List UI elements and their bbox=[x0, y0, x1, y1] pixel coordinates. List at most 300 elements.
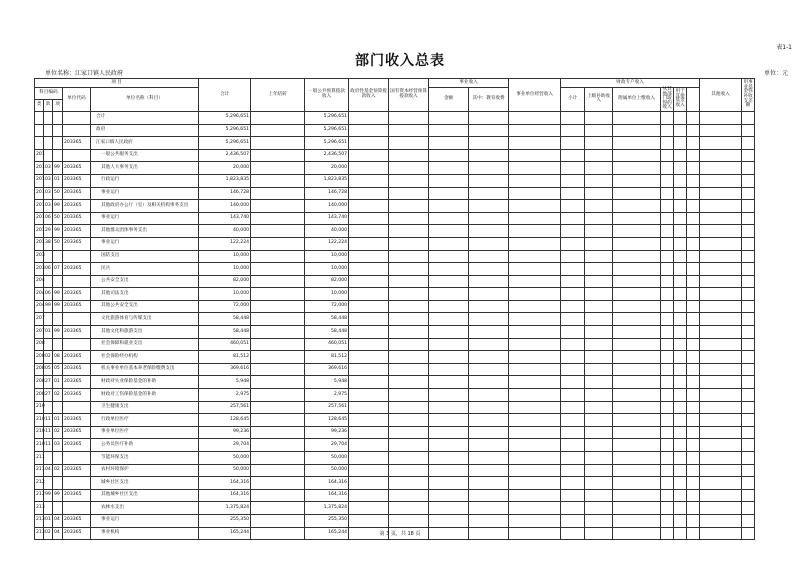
cell-empty bbox=[687, 237, 700, 250]
income-table bbox=[34, 78, 755, 540]
cell-prev-carry bbox=[251, 376, 305, 389]
cell-empty bbox=[389, 464, 429, 477]
cell-empty bbox=[700, 326, 742, 339]
cell-general-budget: 1,823,835 bbox=[305, 174, 349, 187]
cell-empty bbox=[429, 502, 469, 515]
cell-empty bbox=[509, 414, 561, 427]
table-row bbox=[35, 263, 755, 276]
cell-general-budget: 140,000 bbox=[305, 200, 349, 213]
cell-empty bbox=[349, 514, 389, 527]
cell-empty bbox=[687, 313, 700, 326]
cell-empty bbox=[661, 162, 674, 175]
cell-prev-carry bbox=[251, 225, 305, 238]
cell-lei: 201 bbox=[35, 174, 44, 187]
cell-empty bbox=[742, 288, 755, 301]
cell-xiang: 99 bbox=[53, 200, 63, 213]
cell-empty bbox=[389, 237, 429, 250]
cell-empty bbox=[742, 326, 755, 339]
cell-empty bbox=[687, 288, 700, 301]
cell-unit-code: 203365 bbox=[63, 212, 91, 225]
cell-empty bbox=[687, 275, 700, 288]
cell-empty bbox=[674, 111, 687, 124]
cell-general-budget: 2,436,507 bbox=[305, 149, 349, 162]
cell-empty bbox=[389, 111, 429, 124]
cell-empty bbox=[742, 426, 755, 439]
cell-empty bbox=[742, 363, 755, 376]
cell-kuan: 99 bbox=[44, 489, 53, 502]
cell-empty bbox=[661, 149, 674, 162]
cell-empty bbox=[687, 212, 700, 225]
cell-empty bbox=[585, 439, 613, 452]
cell-total: 58,448 bbox=[199, 313, 251, 326]
cell-empty bbox=[585, 111, 613, 124]
cell-empty bbox=[613, 389, 661, 402]
header-project: 项 目 bbox=[35, 79, 199, 88]
cell-empty bbox=[509, 200, 561, 213]
cell-empty bbox=[742, 313, 755, 326]
cell-empty bbox=[661, 187, 674, 200]
cell-empty bbox=[469, 414, 509, 427]
cell-xiang: 07 bbox=[53, 263, 63, 276]
cell-total: 369,616 bbox=[199, 363, 251, 376]
cell-total: 2,975 bbox=[199, 389, 251, 402]
cell-prev-carry bbox=[251, 137, 305, 150]
cell-empty bbox=[700, 514, 742, 527]
cell-empty bbox=[469, 376, 509, 389]
cell-empty bbox=[349, 162, 389, 175]
cell-total: 99,236 bbox=[199, 426, 251, 439]
cell-total: 29,704 bbox=[199, 439, 251, 452]
table-row bbox=[35, 212, 755, 225]
cell-empty bbox=[613, 439, 661, 452]
cell-empty bbox=[700, 313, 742, 326]
cell-lei: 201 bbox=[35, 212, 44, 225]
cell-kuan: 03 bbox=[44, 200, 53, 213]
cell-empty bbox=[613, 174, 661, 187]
cell-lei: 204 bbox=[35, 300, 44, 313]
cell-lei: 207 bbox=[35, 313, 44, 326]
cell-empty bbox=[429, 200, 469, 213]
cell-total: 82,000 bbox=[199, 275, 251, 288]
cell-empty bbox=[561, 263, 585, 276]
cell-empty bbox=[700, 124, 742, 137]
cell-empty bbox=[429, 225, 469, 238]
cell-empty bbox=[687, 452, 700, 465]
cell-xiang: 02 bbox=[53, 464, 63, 477]
table-row bbox=[35, 401, 755, 414]
cell-prev-carry bbox=[251, 200, 305, 213]
cell-empty bbox=[429, 250, 469, 263]
cell-empty bbox=[585, 187, 613, 200]
cell-empty bbox=[561, 313, 585, 326]
cell-unit-name: 社会保障和就业支出 bbox=[91, 338, 199, 351]
cell-empty bbox=[687, 200, 700, 213]
cell-prev-carry bbox=[251, 452, 305, 465]
cell-empty bbox=[674, 489, 687, 502]
cell-empty bbox=[613, 326, 661, 339]
cell-empty bbox=[349, 389, 389, 402]
table-row bbox=[35, 439, 755, 452]
cell-general-budget: 5,296,651 bbox=[305, 137, 349, 150]
cell-empty bbox=[700, 502, 742, 515]
cell-empty bbox=[742, 464, 755, 477]
cell-unit-code bbox=[63, 250, 91, 263]
cell-empty bbox=[389, 149, 429, 162]
cell-lei: 212 bbox=[35, 489, 44, 502]
cell-unit-name: 其他群众团体事务支出 bbox=[91, 225, 199, 238]
cell-empty bbox=[561, 401, 585, 414]
table-row bbox=[35, 111, 755, 124]
cell-general-budget: 5,296,651 bbox=[305, 124, 349, 137]
cell-general-budget: 58,448 bbox=[305, 313, 349, 326]
cell-empty bbox=[469, 439, 509, 452]
cell-lei: 201 bbox=[35, 225, 44, 238]
cell-unit-name: 其他城乡社区支出 bbox=[91, 489, 199, 502]
cell-total: 10,000 bbox=[199, 288, 251, 301]
table-row bbox=[35, 313, 755, 326]
cell-empty bbox=[429, 376, 469, 389]
cell-total: 164,316 bbox=[199, 477, 251, 490]
cell-empty bbox=[469, 149, 509, 162]
cell-empty bbox=[585, 376, 613, 389]
cell-empty bbox=[661, 502, 674, 515]
cell-prev-carry bbox=[251, 149, 305, 162]
cell-empty bbox=[509, 162, 561, 175]
cell-prev-carry bbox=[251, 477, 305, 490]
cell-total: 10,000 bbox=[199, 263, 251, 276]
cell-empty bbox=[687, 187, 700, 200]
cell-kuan: 01 bbox=[44, 514, 53, 527]
cell-empty bbox=[389, 439, 429, 452]
cell-empty bbox=[742, 452, 755, 465]
cell-empty bbox=[613, 351, 661, 364]
cell-empty bbox=[509, 174, 561, 187]
cell-empty bbox=[509, 376, 561, 389]
cell-empty bbox=[661, 250, 674, 263]
cell-empty bbox=[469, 452, 509, 465]
cell-empty bbox=[429, 389, 469, 402]
cell-lei: 201 bbox=[35, 149, 44, 162]
cell-lei: 203 bbox=[35, 250, 44, 263]
cell-empty bbox=[700, 263, 742, 276]
cell-kuan: 38 bbox=[44, 237, 53, 250]
cell-kuan: 11 bbox=[44, 426, 53, 439]
cell-kuan: 03 bbox=[44, 187, 53, 200]
cell-empty bbox=[674, 250, 687, 263]
cell-general-budget: 20,000 bbox=[305, 162, 349, 175]
cell-empty bbox=[687, 137, 700, 150]
table-row bbox=[35, 477, 755, 490]
cell-empty bbox=[687, 376, 700, 389]
cell-empty bbox=[429, 514, 469, 527]
cell-empty bbox=[674, 351, 687, 364]
cell-unit-name: 政府 bbox=[91, 124, 199, 137]
cell-xiang bbox=[53, 502, 63, 515]
table-row bbox=[35, 326, 755, 339]
cell-general-budget: 128,645 bbox=[305, 414, 349, 427]
cell-empty bbox=[661, 263, 674, 276]
cell-empty bbox=[469, 137, 509, 150]
cell-total: 5,296,651 bbox=[199, 111, 251, 124]
cell-empty bbox=[349, 439, 389, 452]
cell-total: 81,512 bbox=[199, 351, 251, 364]
cell-empty bbox=[661, 174, 674, 187]
cell-empty bbox=[349, 212, 389, 225]
cell-empty bbox=[687, 225, 700, 238]
cell-unit-code: 203365 bbox=[63, 439, 91, 452]
cell-general-budget: 10,000 bbox=[305, 250, 349, 263]
cell-total: 165,244 bbox=[199, 527, 251, 540]
cell-lei: 210 bbox=[35, 426, 44, 439]
cell-empty bbox=[561, 389, 585, 402]
cell-xiang bbox=[53, 275, 63, 288]
cell-kuan bbox=[44, 111, 53, 124]
cell-unit-code: 203365 bbox=[63, 225, 91, 238]
cell-empty bbox=[349, 187, 389, 200]
cell-empty bbox=[469, 263, 509, 276]
cell-empty bbox=[585, 225, 613, 238]
cell-empty bbox=[561, 514, 585, 527]
cell-empty bbox=[661, 477, 674, 490]
cell-empty bbox=[613, 452, 661, 465]
cell-kuan: 29 bbox=[44, 225, 53, 238]
cell-empty bbox=[613, 489, 661, 502]
cell-lei: 213 bbox=[35, 527, 44, 540]
cell-empty bbox=[585, 212, 613, 225]
cell-unit-code: 203365 bbox=[63, 376, 91, 389]
cell-unit-code: 203365 bbox=[63, 326, 91, 339]
cell-lei: 207 bbox=[35, 326, 44, 339]
cell-empty bbox=[585, 162, 613, 175]
cell-lei: 201 bbox=[35, 200, 44, 213]
cell-empty bbox=[469, 502, 509, 515]
cell-xiang: 02 bbox=[53, 389, 63, 402]
cell-empty bbox=[674, 514, 687, 527]
cell-empty bbox=[613, 363, 661, 376]
cell-empty bbox=[674, 502, 687, 515]
cell-lei: 210 bbox=[35, 401, 44, 414]
cell-empty bbox=[389, 326, 429, 339]
cell-empty bbox=[469, 464, 509, 477]
cell-lei: 201 bbox=[35, 162, 44, 175]
cell-xiang: 99 bbox=[53, 288, 63, 301]
cell-xiang: 04 bbox=[53, 514, 63, 527]
cell-prev-carry bbox=[251, 162, 305, 175]
cell-empty bbox=[613, 313, 661, 326]
cell-empty bbox=[742, 149, 755, 162]
cell-empty bbox=[585, 326, 613, 339]
cell-general-budget: 81,512 bbox=[305, 351, 349, 364]
cell-kuan: 99 bbox=[44, 300, 53, 313]
cell-empty bbox=[585, 401, 613, 414]
cell-empty bbox=[469, 275, 509, 288]
cell-empty bbox=[661, 426, 674, 439]
cell-empty bbox=[469, 426, 509, 439]
cell-empty bbox=[389, 200, 429, 213]
table-row bbox=[35, 187, 755, 200]
cell-empty bbox=[429, 351, 469, 364]
cell-empty bbox=[585, 338, 613, 351]
cell-unit-code bbox=[63, 401, 91, 414]
cell-prev-carry bbox=[251, 439, 305, 452]
cell-empty bbox=[585, 363, 613, 376]
table-row bbox=[35, 338, 755, 351]
cell-total: 146,728 bbox=[199, 187, 251, 200]
cell-xiang: 02 bbox=[53, 426, 63, 439]
header-special-income: 财政专户收入 bbox=[561, 79, 700, 88]
cell-empty bbox=[700, 237, 742, 250]
cell-empty bbox=[389, 250, 429, 263]
cell-xiang bbox=[53, 313, 63, 326]
cell-general-budget: 164,316 bbox=[305, 489, 349, 502]
cell-empty bbox=[742, 376, 755, 389]
cell-empty bbox=[613, 414, 661, 427]
cell-unit-name: 事业运行 bbox=[91, 514, 199, 527]
cell-empty bbox=[561, 376, 585, 389]
cell-total: 255,350 bbox=[199, 514, 251, 527]
cell-empty bbox=[349, 414, 389, 427]
cell-empty bbox=[561, 212, 585, 225]
cell-unit-name: 其他政府办公厅（室）及相关机构事务支出 bbox=[91, 200, 199, 213]
cell-lei bbox=[35, 124, 44, 137]
cell-empty bbox=[429, 300, 469, 313]
cell-empty bbox=[561, 363, 585, 376]
cell-empty bbox=[509, 237, 561, 250]
header-affiliated-unit: 附属单位上缴收入 bbox=[613, 88, 661, 112]
cell-total: 50,000 bbox=[199, 452, 251, 465]
table-row bbox=[35, 363, 755, 376]
cell-total: 10,000 bbox=[199, 250, 251, 263]
cell-unit-name: 公务员医疗补助 bbox=[91, 439, 199, 452]
cell-empty bbox=[349, 300, 389, 313]
cell-empty bbox=[429, 174, 469, 187]
cell-empty bbox=[509, 464, 561, 477]
cell-empty bbox=[742, 414, 755, 427]
cell-unit-name: 社会保险经办机构 bbox=[91, 351, 199, 364]
cell-empty bbox=[700, 452, 742, 465]
cell-general-budget: 5,948 bbox=[305, 376, 349, 389]
cell-empty bbox=[613, 263, 661, 276]
cell-empty bbox=[561, 275, 585, 288]
cell-empty bbox=[687, 111, 700, 124]
cell-xiang: 50 bbox=[53, 237, 63, 250]
cell-lei: 208 bbox=[35, 376, 44, 389]
cell-empty bbox=[349, 263, 389, 276]
cell-unit-name: 其他文化和旅游支出 bbox=[91, 326, 199, 339]
header-unit-name: 单位名称（科目） bbox=[91, 88, 199, 112]
cell-unit-name: 事业机构 bbox=[91, 527, 199, 540]
cell-empty bbox=[349, 174, 389, 187]
cell-empty bbox=[429, 237, 469, 250]
cell-empty bbox=[742, 111, 755, 124]
cell-prev-carry bbox=[251, 338, 305, 351]
cell-empty bbox=[674, 300, 687, 313]
cell-unit-name: 事业运行 bbox=[91, 237, 199, 250]
cell-total: 164,316 bbox=[199, 489, 251, 502]
cell-unit-name: 行政单位医疗 bbox=[91, 414, 199, 427]
cell-empty bbox=[661, 452, 674, 465]
cell-general-budget: 146,728 bbox=[305, 187, 349, 200]
cell-empty bbox=[661, 200, 674, 213]
cell-unit-name: 事业单位医疗 bbox=[91, 426, 199, 439]
cell-lei: 213 bbox=[35, 502, 44, 515]
cell-empty bbox=[585, 426, 613, 439]
table-row bbox=[35, 351, 755, 364]
cell-empty bbox=[389, 212, 429, 225]
cell-empty bbox=[661, 489, 674, 502]
cell-empty bbox=[687, 439, 700, 452]
cell-kuan: 27 bbox=[44, 376, 53, 389]
cell-empty bbox=[429, 477, 469, 490]
cell-total: 143,740 bbox=[199, 212, 251, 225]
cell-prev-carry bbox=[251, 363, 305, 376]
table-row bbox=[35, 137, 755, 150]
cell-empty bbox=[613, 212, 661, 225]
cell-empty bbox=[687, 338, 700, 351]
cell-empty bbox=[613, 162, 661, 175]
cell-empty bbox=[687, 174, 700, 187]
cell-empty bbox=[349, 502, 389, 515]
cell-empty bbox=[661, 338, 674, 351]
cell-empty bbox=[349, 326, 389, 339]
cell-xiang: 99 bbox=[53, 489, 63, 502]
cell-kuan: 03 bbox=[44, 162, 53, 175]
cell-empty bbox=[389, 489, 429, 502]
cell-empty bbox=[687, 414, 700, 427]
header-total: 合计 bbox=[199, 79, 251, 112]
cell-empty bbox=[700, 414, 742, 427]
cell-empty bbox=[469, 489, 509, 502]
table-row bbox=[35, 225, 755, 238]
cell-empty bbox=[613, 187, 661, 200]
cell-empty bbox=[561, 426, 585, 439]
cell-empty bbox=[585, 452, 613, 465]
cell-general-budget: 10,000 bbox=[305, 263, 349, 276]
cell-empty bbox=[561, 137, 585, 150]
cell-empty bbox=[585, 250, 613, 263]
cell-empty bbox=[687, 124, 700, 137]
cell-prev-carry bbox=[251, 111, 305, 124]
cell-empty bbox=[469, 237, 509, 250]
cell-total: 5,296,651 bbox=[199, 124, 251, 137]
cell-unit-name: 其他公共安全支出 bbox=[91, 300, 199, 313]
cell-total: 1,823,835 bbox=[199, 174, 251, 187]
cell-empty bbox=[509, 351, 561, 364]
cell-empty bbox=[389, 351, 429, 364]
cell-xiang: 08 bbox=[53, 351, 63, 364]
cell-unit-name: 合计 bbox=[91, 111, 199, 124]
cell-unit-name: 财政对工伤保险基金的补助 bbox=[91, 389, 199, 402]
cell-empty bbox=[389, 477, 429, 490]
cell-empty bbox=[509, 401, 561, 414]
cell-empty bbox=[509, 149, 561, 162]
cell-unit-name: 节能环保支出 bbox=[91, 452, 199, 465]
cell-empty bbox=[509, 250, 561, 263]
cell-empty bbox=[674, 452, 687, 465]
cell-prev-carry bbox=[251, 389, 305, 402]
cell-empty bbox=[613, 237, 661, 250]
cell-empty bbox=[585, 200, 613, 213]
cell-empty bbox=[674, 376, 687, 389]
cell-empty bbox=[687, 502, 700, 515]
header-extra: 用事业基金弥补收支差额 bbox=[742, 79, 755, 112]
cell-empty bbox=[674, 124, 687, 137]
cell-empty bbox=[613, 288, 661, 301]
cell-empty bbox=[687, 514, 700, 527]
cell-xiang bbox=[53, 477, 63, 490]
cell-empty bbox=[585, 464, 613, 477]
header-state-capital: 国有资本经营预算拨款收入 bbox=[389, 79, 429, 112]
